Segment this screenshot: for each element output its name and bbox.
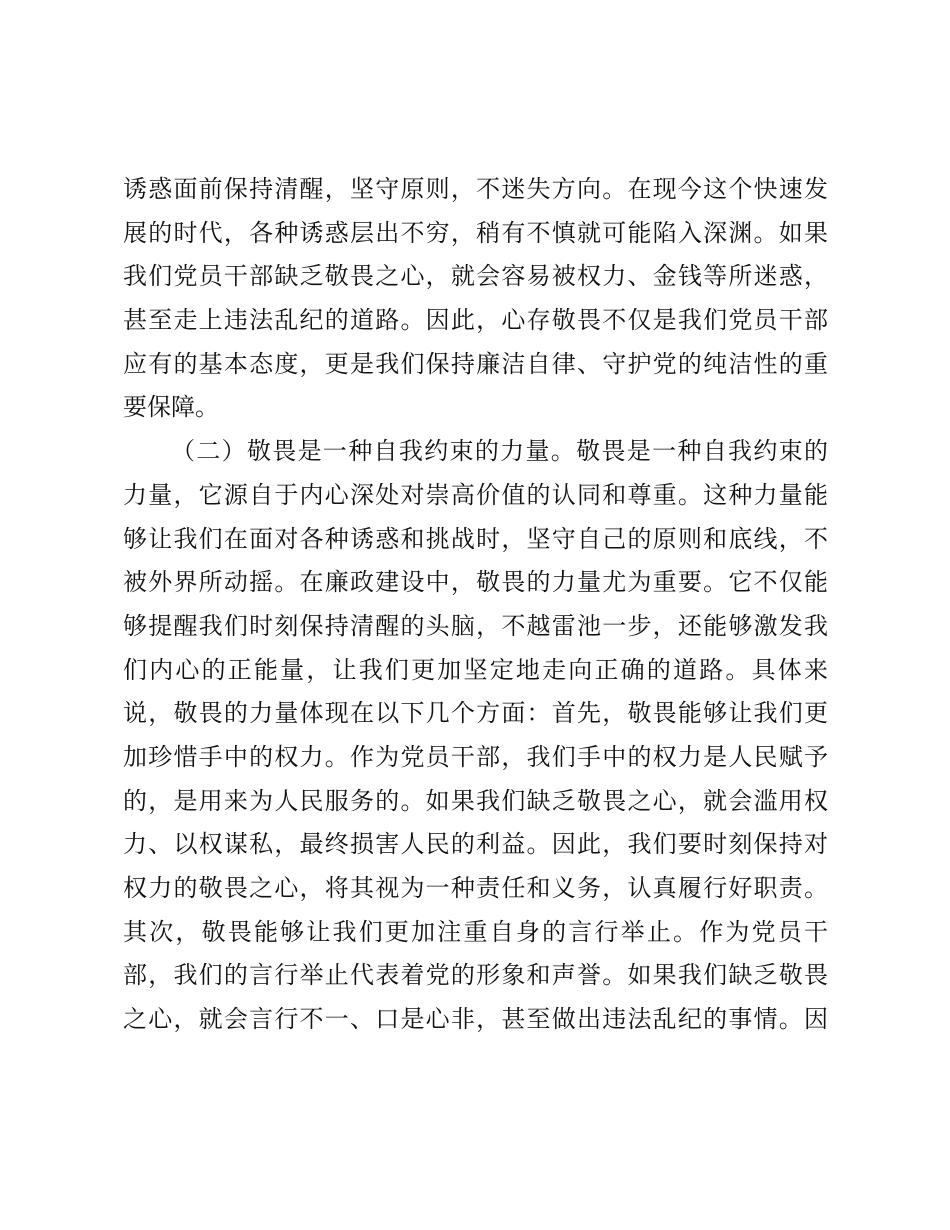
text-line: 力量，它源自于内心深处对崇高价值的认同和尊重。这种力量能 [123,480,828,509]
text-line: 们内心的正能量，让我们更加坚定地走向正确的道路。具体来 [123,655,828,684]
text-line: 够让我们在面对各种诱惑和挑战时，坚守自己的原则和底线，不 [123,524,828,553]
text-line: 加珍惜手中的权力。作为党员干部，我们手中的权力是人民赋予 [123,742,828,771]
text-line: 够提醒我们时刻保持清醒的头脑，不越雷池一步，还能够激发我 [123,611,828,640]
text-line: 之心，就会言行不一、口是心非，甚至做出违法乱纪的事情。因 [123,1005,828,1034]
section-heading-line: （二）敬畏是一种自我约束的力量。敬畏是一种自我约束的 [171,437,828,466]
text-line: 说，敬畏的力量体现在以下几个方面：首先，敬畏能够让我们更 [123,699,828,728]
text-line: 应有的基本态度，更是我们保持廉洁自律、守护党的纯洁性的重 [123,349,828,378]
text-line: 诱惑面前保持清醒，坚守原则，不迷失方向。在现今这个快速发 [123,175,828,203]
text-line: 被外界所动摇。在廉政建设中，敬畏的力量尤为重要。它不仅能 [123,568,828,597]
text-line: 其次，敬畏能够让我们更加注重自身的言行举止。作为党员干 [123,917,828,946]
text-line: 的，是用来为人民服务的。如果我们缺乏敬畏之心，就会滥用权 [123,786,828,815]
body-text [123,168,828,1042]
text-line: 部，我们的言行举止代表着党的形象和声誉。如果我们缺乏敬畏 [123,961,828,990]
text-line: 我们党员干部缺乏敬畏之心，就会容易被权力、金钱等所迷惑， [123,262,828,291]
text-line: 要保障。 [123,393,219,422]
text-line: 力、以权谋私，最终损害人民的利益。因此，我们要时刻保持对 [123,830,828,859]
text-line: 展的时代，各种诱惑层出不穷，稍有不慎就可能陷入深渊。如果 [123,218,828,247]
text-line: 权力的敬畏之心，将其视为一种责任和义务，认真履行好职责。 [123,874,828,902]
text-line: 甚至走上违法乱纪的道路。因此，心存敬畏不仅是我们党员干部 [123,306,828,335]
